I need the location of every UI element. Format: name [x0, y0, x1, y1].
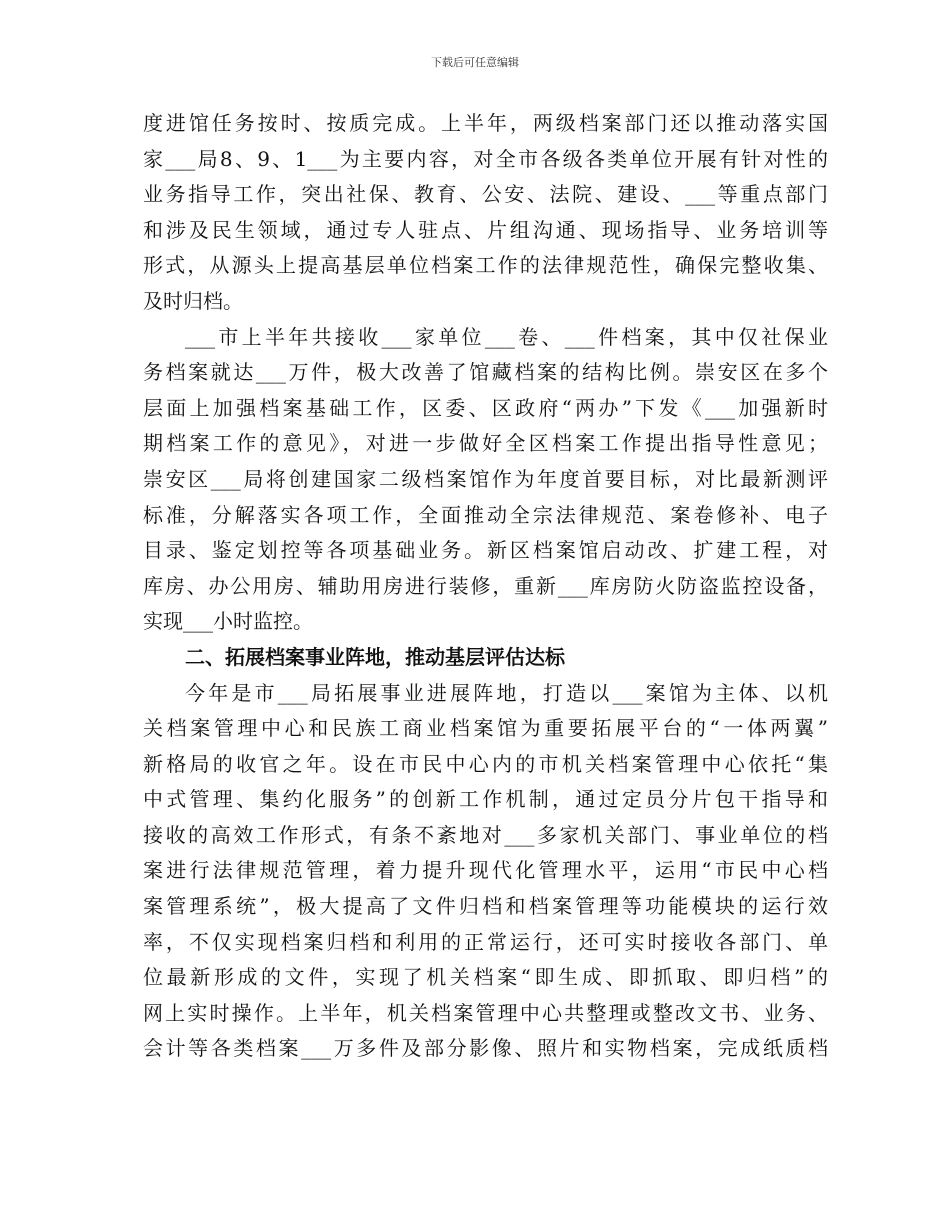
text-line: ___市上半年共接收___家单位___卷、___件档案，其中仅社保业 — [185, 324, 828, 349]
text-line: 形式，从源头上提高基层单位档案工作的法律规范性，确保完整收集、 — [143, 253, 828, 278]
text-line: 案管理系统”，极大提高了文件归档和档案管理等功能模块的运行效 — [143, 894, 828, 919]
paragraph-3 — [143, 676, 828, 1068]
page-header-note: 下载后可任意编辑 — [431, 56, 519, 69]
text-line: 标准，分解落实各项工作，全面推动全宗法律规范、案卷修补、电子 — [143, 502, 828, 527]
text-line: 率，不仅实现档案归档和利用的正常运行，还可实时接收各部门、单 — [143, 929, 828, 954]
text-line: 接收的高效工作形式，有条不紊地对___多家机关部门、事业单位的档 — [143, 822, 828, 847]
text-line: 及时归档。 — [143, 288, 243, 313]
section-heading: 二、拓展档案事业阵地，推动基层评估达标 — [185, 644, 565, 669]
paragraph-1 — [143, 106, 828, 320]
text-line: 库房、办公用房、辅助用房进行装修，重新___库房防火防盗监控设备， — [143, 573, 828, 598]
text-line: 业务指导工作，突出社保、教育、公安、法院、建设、___等重点部门 — [143, 182, 828, 207]
text-line: 网上实时操作。上半年，机关档案管理中心共整理或整改文书、业务、 — [143, 1000, 828, 1025]
text-line: 新格局的收官之年。设在市民中心内的市机关档案管理中心依托“集 — [143, 751, 828, 776]
text-line: 目录、鉴定划控等各项基础业务。新区档案馆启动改、扩建工程，对 — [143, 538, 828, 563]
text-line: 层面上加强档案基础工作，区委、区政府“两办”下发《___加强新时 — [143, 395, 828, 420]
text-line: 今年是市___局拓展事业进展阵地，打造以___案馆为主体、以机 — [185, 680, 828, 705]
text-line: 崇安区___局将创建国家二级档案馆作为年度首要目标，对比最新测评 — [143, 466, 828, 491]
text-line: 家___局8、9、1___为主要内容，对全市各级各类单位开展有针对性的 — [143, 146, 828, 171]
text-line: 实现___小时监控。 — [143, 609, 313, 634]
text-line: 期档案工作的意见》，对进一步做好全区档案工作提出指导性意见； — [143, 431, 828, 456]
document-body — [143, 106, 828, 1067]
text-line: 中式管理、集约化服务”的创新工作机制，通过定员分片包干指导和 — [143, 787, 828, 812]
paragraph-2 — [143, 320, 828, 640]
text-line: 度进馆任务按时、按质完成。上半年，两级档案部门还以推动落实国 — [143, 111, 828, 135]
text-line: 和涉及民生领域，通过专人驻点、片组沟通、现场指导、业务培训等 — [143, 217, 828, 242]
text-line: 位最新形成的文件，实现了机关档案“即生成、即抓取、即归档”的 — [143, 965, 828, 990]
text-line: 案进行法律规范管理，着力提升现代化管理水平，运用“市民中心档 — [143, 858, 828, 883]
text-line: 关档案管理中心和民族工商业档案馆为重要拓展平台的“一体两翼” — [143, 716, 828, 741]
text-line: 会计等各类档案___万多件及部分影像、照片和实物档案，完成纸质档 — [143, 1036, 828, 1061]
text-line: 务档案就达___万件，极大改善了馆藏档案的结构比例。崇安区在多个 — [143, 360, 828, 385]
